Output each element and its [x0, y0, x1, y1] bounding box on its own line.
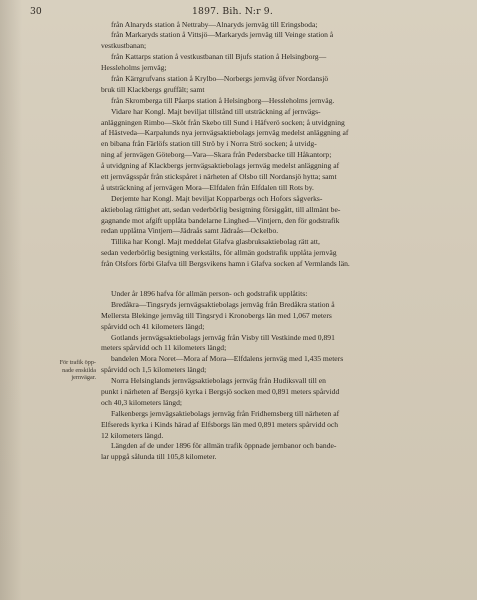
text-line: gagnande mot afgift upplåta bandelarne Linghed—Vintjern, den för godstrafik: [101, 215, 340, 225]
text-line: Bredåkra—Tingsryds jernvägsaktiebolags jernväg från Bredåkra station å: [111, 299, 335, 309]
text-line: och 40,3 kilometers längd;: [101, 397, 182, 407]
text-line: meters spårvidd och 11 kilometers längd;: [101, 343, 227, 353]
body-text: [101, 20, 453, 464]
margin-note: [26, 359, 96, 382]
text-line: Under år 1896 hafva för allmän person- och godstrafik upplåtits:: [111, 288, 308, 298]
text-line: från Olsfors förbi Glafva till Bergsvikens hamn i Glafva socken af Vermlands län.: [101, 259, 350, 269]
text-line: från Skromberga till Påarps station å Helsingborg—Hessleholms jernväg.: [111, 95, 335, 105]
text-line: vestkustbanan;: [101, 41, 147, 51]
text-line: punkt i närheten af Bergsjö kyrka i Bergsjö socken med 0,891 meters spårvidd: [101, 387, 340, 396]
text-line: redan upplåtna Vintjern—Jädraås samt Jädraås—Ockelbo.: [101, 226, 279, 236]
margin-note-line: nade enskilda: [62, 366, 96, 374]
text-line: Tillika har Kongl. Majt meddelat Glafva glasbruksaktiebolag rätt att,: [111, 237, 320, 247]
margin-note-line: För trafik öpp-: [59, 359, 96, 366]
text-line: Vidare har Kongl. Majt beviljat tillstånd till utsträckning af jernvägs-: [111, 106, 321, 116]
text-line: anläggningen Rimbo—Sköt från Skebo till Sund i Häfverö socken; å utvidgning: [101, 117, 345, 127]
margin-note-line: jernvägar.: [71, 374, 96, 382]
running-title: 1897. Bih. N:r 9.: [192, 6, 273, 17]
page-number: 30: [30, 6, 42, 17]
text-line: aktiebolag rättighet att, sedan vederbörlig besigtning försiggått, till allmänt be-: [101, 204, 341, 214]
text-line: bruk till Klackbergs gruffält; samt: [101, 84, 205, 94]
text-line: å utsträckning af jernvägen Mora—Elfdalen från Elfdalen till Rots by.: [101, 182, 314, 192]
text-line: Elfsereds kyrka i Kinds härad af Elfsborgs län med 0,891 meters spårvidd och: [101, 419, 339, 429]
text-line: från Kattarps station å vestkustbanan till Bjufs station å Helsingborg—: [111, 52, 327, 62]
text-line: ett jernvägsspår från stickspåret i närheten af Olsbo till Nordansjö hytta; samt: [101, 171, 337, 181]
text-line: 12 kilometers längd.: [101, 430, 164, 440]
text-line: Hessleholms jernväg;: [101, 63, 167, 73]
text-line: ning af jernvägen Göteborg—Vara—Skara från Pedersbacke till Håkantorp;: [101, 150, 332, 160]
text-line: lar uppgå sålunda till 105,8 kilometer.: [101, 452, 217, 462]
text-line: å utvidgning af Klackbergs jernvägsaktiebolags jernväg medelst anläggning af: [101, 161, 340, 171]
text-line: Derjemte har Kongl. Majt beviljat Kopparbergs och Hofors sågverks-: [111, 193, 323, 203]
text-line: från Markaryds station å Vittsjö—Markaryds jernväg till Veinge station å: [111, 30, 334, 40]
text-line: spårvidd och 1,5 kilometers längd;: [101, 365, 207, 375]
text-line: en bibana från Färlöfs station till Strö by i Norra Strö socken; å utvidg-: [101, 139, 317, 149]
section-gap: [101, 270, 453, 289]
page-header: [30, 6, 450, 20]
text-line: sedan vederbörlig besigtning verkstälts, för allmän godstrafik upplåta jernväg: [101, 248, 337, 258]
text-line: Norra Helsinglands jernvägsaktiebolags jernväg från Hudiksvall till en: [111, 376, 326, 386]
text-line: Falkenbergs jernvägsaktiebolags jernväg från Fridhemsberg till närheten af: [111, 408, 340, 418]
text-line: bandelen Mora Noret—Mora af Mora—Elfdalens jernväg med 1,435 meters: [111, 354, 344, 364]
text-line: Mellersta Blekinge jernväg till Tingsryd i Kronobergs län med 1,067 meters: [101, 310, 332, 320]
text-line: från Kärrgrufvans station å Krylbo—Norbergs jernväg öfver Nordansjö: [111, 73, 329, 83]
text-line: Längden af de under 1896 för allmän trafik öppnade jernbanor och bande-: [111, 441, 337, 451]
text-line: spårvidd och 41 kilometers längd;: [101, 321, 205, 331]
text-line: af Hästveda—Karpalunds nya jernvägsaktiebolags jernväg medelst anläggning af: [101, 128, 349, 138]
text-line: från Alnaryds station å Nettraby—Alnaryds jernväg till Eringsboda;: [111, 19, 318, 29]
text-line: Gotlands jernvägsaktiebolags jernväg från Visby till Vestkinde med 0,891: [111, 332, 335, 342]
